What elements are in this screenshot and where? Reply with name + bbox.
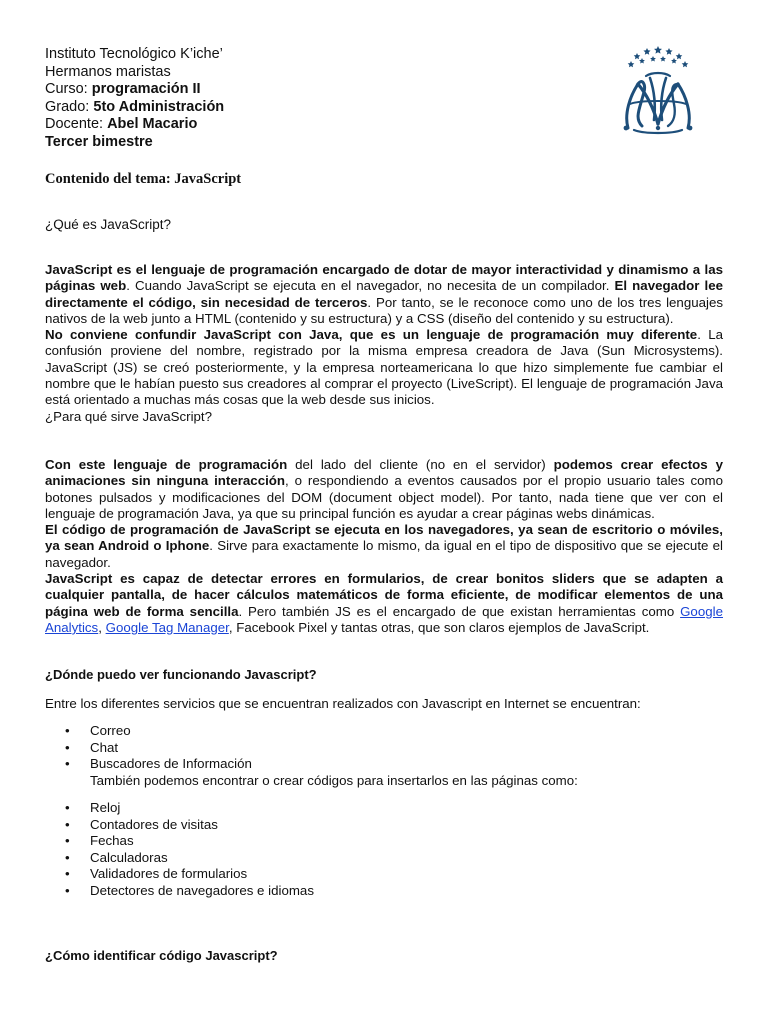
document-header	[45, 46, 605, 151]
bullet-icon: •	[65, 800, 70, 815]
body-text: . Pero también JS es el encargado de que existan herramientas como	[238, 603, 681, 619]
list-item	[45, 817, 314, 834]
paragraph-gap	[45, 425, 723, 457]
bold-text: JavaScript es el lenguaje de programación encargado de dotar de mayor interactividad y dinamismo a las páginas web	[45, 262, 723, 294]
teacher-label: Docente:	[45, 116, 104, 132]
body-text: . La confusión proviene del nombre, registrado por la misma empresa creadora de Java (Sun Microsystems). JavaScript (JS) se creó posteriormente, y la empresa norteamericana lo que hizo simplemente fue cambiar el nombre que le habían puesto sus creadores al comprar el proyecto (LiveScript). El lenguaje de programación Java está orientado a muchas más cosas que la web desde sus inicios.	[45, 327, 723, 408]
bullet-icon: •	[65, 833, 70, 848]
paragraph-java-confusion	[45, 327, 723, 408]
question-what-for: ¿Para qué sirve JavaScript?	[45, 408, 213, 424]
grade-value: 5to Administración	[93, 98, 225, 115]
paragraph-capabilities	[45, 571, 723, 636]
codes-intro: También podemos encontrar o crear códigos para insertarlos en las páginas como:	[90, 772, 578, 788]
body-text: . Sirve para exactamente lo mismo, da igual en el tipo de dispositivo que se ejecute el navegador.	[45, 538, 724, 570]
teacher-value: Abel Macario	[107, 116, 198, 132]
term-line	[45, 134, 605, 152]
bold-text: El navegador lee directamente el código, sin necesidad de terceros	[45, 278, 723, 310]
services-list	[45, 723, 578, 789]
list-item	[45, 883, 314, 900]
list-item	[45, 723, 578, 740]
question-how: ¿Cómo identificar código Javascript?	[45, 948, 278, 963]
body-text: , Facebook Pixel y tantas otras, que son claros ejemplos de JavaScript.	[228, 619, 650, 635]
question-what: ¿Qué es JavaScript?	[45, 217, 172, 232]
bold-text: No conviene confundir JavaScript con Java, que es un lenguaje de programación muy diferente	[45, 327, 698, 343]
topic-title: Contenido del tema: JavaScript	[45, 171, 242, 187]
logo-graphic	[620, 44, 696, 136]
list-item-label: Fechas	[90, 833, 134, 848]
list-item	[45, 740, 578, 757]
bullet-icon: •	[65, 756, 70, 771]
bullet-icon: •	[65, 816, 70, 832]
list-item-label: Contadores de visitas	[90, 816, 218, 832]
google-analytics-link[interactable]: Google Analytics	[45, 603, 723, 635]
list-item-label: Calculadoras	[90, 849, 168, 865]
list-item	[45, 850, 314, 867]
term-value: Tercer bimestre	[45, 133, 153, 150]
bold-text: El código de programación de JavaScript se ejecuta en los navegadores, ya sean de escritorio o móviles, ya sean Android o Iphone	[45, 522, 723, 554]
marist-ave-maria-monogram-icon	[620, 44, 696, 136]
institute-name: Instituto Tecnológico K’iche’	[45, 46, 223, 62]
list-item-label: Chat	[90, 739, 119, 755]
bullet-icon: •	[65, 866, 70, 881]
bullet-icon: •	[65, 849, 70, 865]
body-text: . Cuando JavaScript se ejecuta en el navegador, no necesita de un compilador.	[126, 278, 615, 294]
paragraph-client-side	[45, 457, 723, 522]
bold-text: JavaScript es capaz de detectar errores en formularios, de crear bonitos sliders que se adapten a cualquier pantalla, de hacer cálculos matemáticos de forma eficiente, de modificar elementos de una página web de forma sencilla	[45, 571, 723, 619]
bold-text: podemos crear efectos y animaciones sin ninguna interacción	[45, 456, 723, 489]
list-item	[45, 833, 314, 850]
logo-stars	[628, 46, 689, 67]
bullet-icon: •	[65, 739, 70, 755]
grade-line	[45, 99, 605, 117]
question-where: ¿Dónde puedo ver funcionando Javascript?	[45, 667, 317, 682]
services-intro: Entre los diferentes servicios que se encuentran realizados con Javascript en Internet se encuentran:	[45, 696, 641, 711]
paragraph-browsers	[45, 522, 723, 571]
course-value: programación II	[91, 81, 201, 97]
grade-label: Grado:	[45, 98, 90, 115]
logo-monogram	[624, 73, 693, 133]
google-tag-manager-link[interactable]: Google Tag Manager	[105, 619, 229, 635]
teacher-line	[45, 116, 605, 134]
list-item-label: Detectores de navegadores e idiomas	[90, 882, 314, 898]
list-item	[45, 756, 578, 773]
body-text: del lado del cliente (no en el servidor)	[287, 456, 554, 472]
body-text: ,	[98, 619, 106, 635]
codes-list	[45, 800, 314, 899]
course-label: Curso:	[45, 81, 88, 97]
list-item	[45, 866, 314, 883]
list-item-label: Correo	[90, 723, 131, 738]
list-item	[45, 800, 314, 817]
body-text: , o respondiendo a eventos causados por el propio usuario tales como botones pulsados y modificaciones del DOM (document object model). Por tanto, nada tiene que ver con el lenguaje de programación Java, ya que su principal función es ayudar a crear páginas webs dinámicas.	[45, 473, 723, 521]
bullet-icon: •	[65, 723, 70, 738]
bullet-icon: •	[65, 882, 70, 898]
list-item-label: Buscadores de Información	[90, 756, 252, 771]
paragraph-definition	[45, 262, 723, 327]
list-item-label: Validadores de formularios	[90, 866, 248, 881]
course-line	[45, 81, 605, 99]
body-text: . Por tanto, se le reconoce como uno de los tres lenguajes nativos de la web junto a HTML (contenido y su estructura) y a CSS (diseño del contenido y su estructura).	[45, 294, 723, 326]
brothers-line: Hermanos maristas	[45, 63, 171, 80]
list-item-label: Reloj	[90, 800, 121, 815]
bold-text: Con este lenguaje de programación	[45, 456, 288, 472]
document-body	[45, 262, 723, 636]
